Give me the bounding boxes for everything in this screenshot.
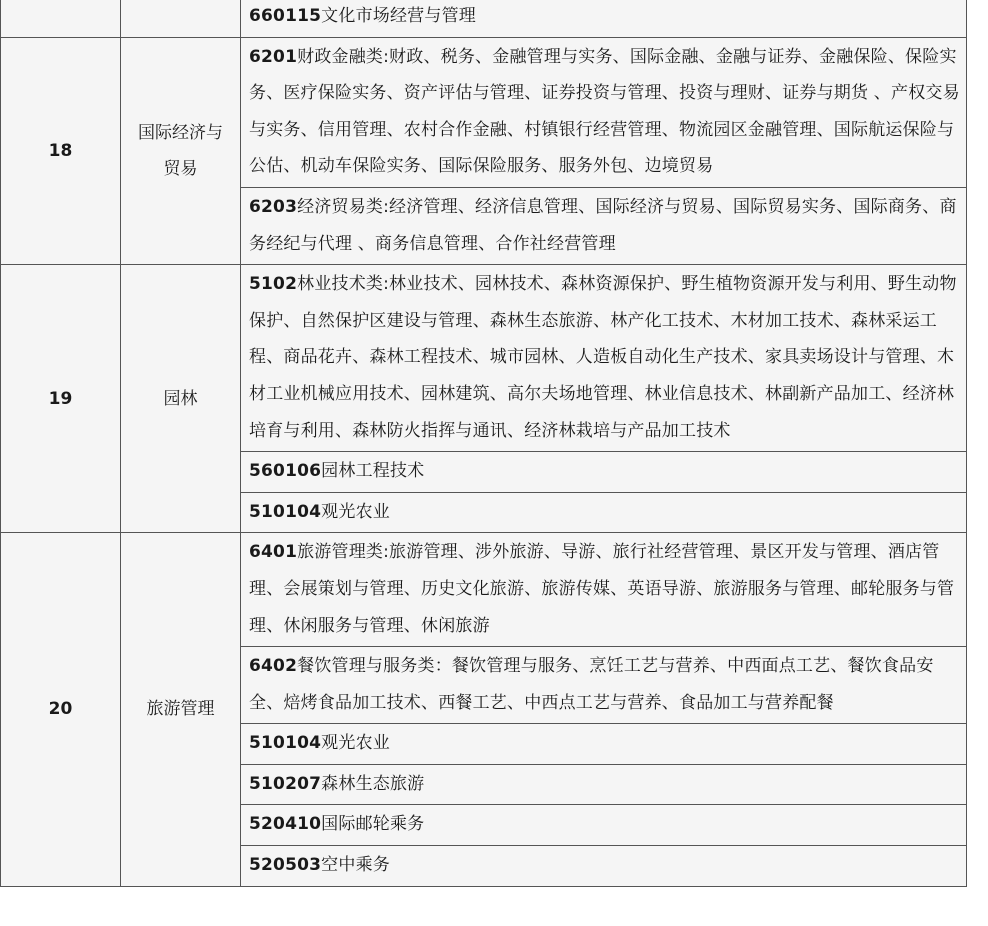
major-entry	[241, 647, 967, 724]
major-entry	[241, 265, 967, 452]
major-code: 660115	[249, 6, 322, 26]
row-category: 旅游管理	[121, 533, 241, 886]
major-code: 5102	[249, 274, 298, 295]
major-text: 文化市场经营与管理	[321, 6, 476, 26]
table-row	[1, 37, 967, 187]
major-entry	[241, 724, 967, 765]
major-entry	[241, 187, 967, 264]
major-text: 园林工程技术	[321, 461, 425, 482]
major-entry	[241, 805, 967, 846]
major-entry	[241, 533, 967, 647]
major-code: 520503	[249, 855, 322, 876]
major-entry	[241, 846, 967, 887]
major-entry	[241, 37, 967, 187]
major-text: 经济贸易类:经济管理、经济信息管理、国际经济与贸易、国际贸易实务、国际商务、商务经纪与代理 、商务信息管理、合作社经营管理	[249, 196, 957, 254]
row-number: 19	[1, 265, 121, 533]
row-category: 园林	[121, 265, 241, 533]
major-entry	[241, 492, 967, 533]
row-category-text: 国际经济与贸易	[138, 122, 223, 179]
major-code: 510207	[249, 773, 322, 794]
major-code: 510104	[249, 733, 322, 754]
table-row	[1, 265, 967, 452]
major-text: 观光农业	[321, 733, 390, 754]
major-entry	[241, 0, 967, 37]
major-code: 520410	[249, 814, 322, 835]
major-text: 空中乘务	[321, 855, 390, 876]
major-code: 6401	[249, 542, 298, 563]
table-row	[1, 0, 967, 37]
row-number: 20	[1, 533, 121, 886]
row-number	[1, 0, 121, 37]
row-number: 18	[1, 37, 121, 265]
major-entry	[241, 452, 967, 493]
major-code: 510104	[249, 501, 322, 522]
row-category	[121, 0, 241, 37]
major-code: 560106	[249, 461, 322, 482]
major-text: 森林生态旅游	[321, 773, 425, 794]
major-entry	[241, 764, 967, 805]
table-row	[1, 533, 967, 647]
major-text: 国际邮轮乘务	[321, 814, 425, 835]
major-text: 财政金融类:财政、税务、金融管理与实务、国际金融、金融与证券、金融保险、保险实务、医疗保险实务、资产评估与管理、证券投资与管理、投资与理财、证券与期货 、产权交易与实务、信用管理、农村合作金融、村镇银行经营管理、物流园区金融管理、国际航运保险与公估、机动车保险实务、国际保险服务、服务外包、边境贸易	[249, 46, 960, 177]
row-category	[121, 37, 241, 265]
major-text: 餐饮管理与服务类：餐饮管理与服务、烹饪工艺与营养、中西面点工艺、餐饮食品安全、焙烤食品加工技术、西餐工艺、中西点工艺与营养、食品加工与营养配餐	[249, 656, 934, 713]
major-code: 6203	[249, 196, 298, 217]
major-code: 6402	[249, 656, 298, 677]
major-code: 6201	[249, 46, 298, 67]
major-text: 旅游管理类:旅游管理、涉外旅游、导游、旅行社经营管理、景区开发与管理、酒店管理、会展策划与管理、历史文化旅游、旅游传媒、英语导游、旅游服务与管理、邮轮服务与管理、休闲服务与管理、休闲旅游	[249, 542, 955, 636]
major-text: 林业技术类:林业技术、园林技术、森林资源保护、野生植物资源开发与利用、野生动物保护、自然保护区建设与管理、森林生态旅游、林产化工技术、木材加工技术、森林采运工程、商品花卉、森林工程技术、城市园林、人造板自动化生产技术、家具卖场设计与管理、木材工业机械应用技术、园林建筑、高尔夫场地管理、林业信息技术、林副新产品加工、经济林培育与利用、森林防火指挥与通讯、经济林栽培与产品加工技术	[249, 274, 957, 441]
major-text: 观光农业	[321, 501, 390, 522]
